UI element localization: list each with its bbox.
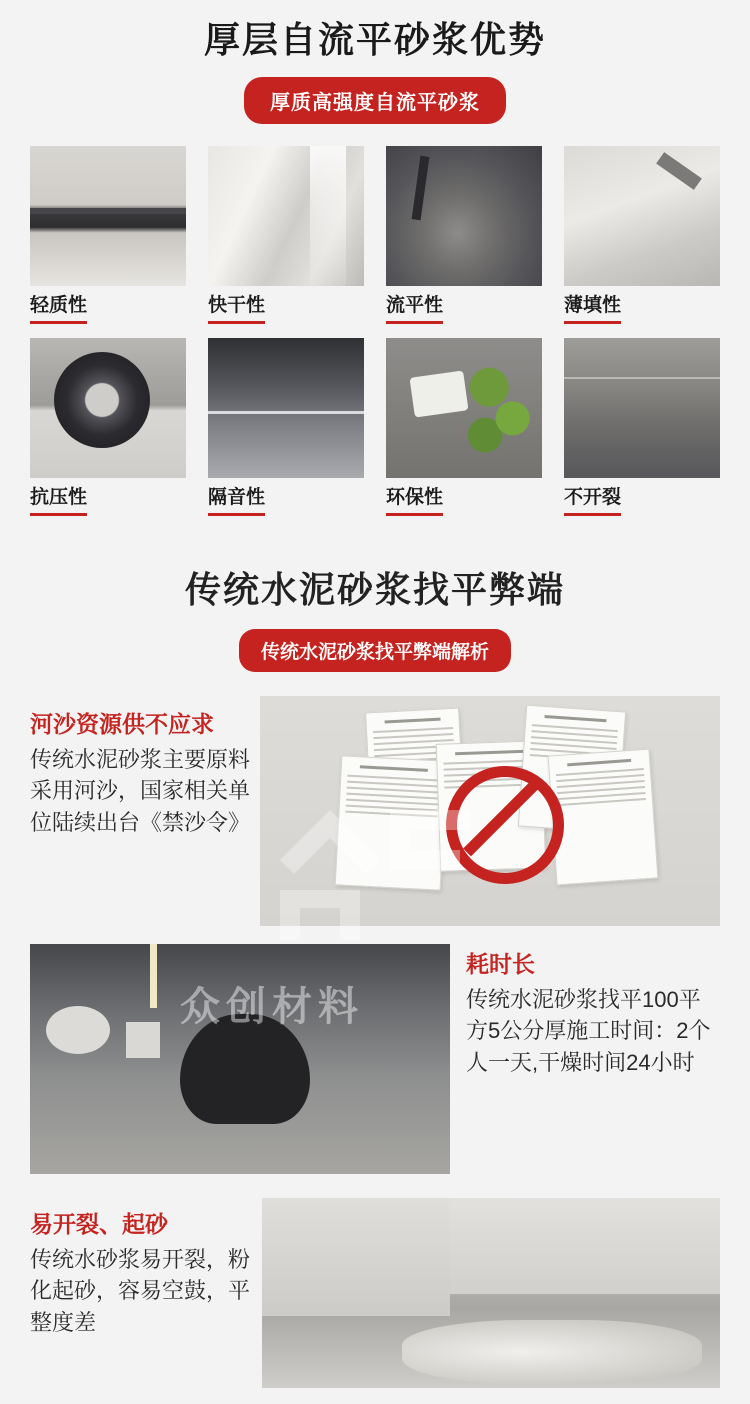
document-sheet — [548, 749, 659, 886]
block-body: 传统水砂浆易开裂，粉化起砂，容易空鼓，平整度差 — [30, 1247, 251, 1335]
disadvantage-block-sand-shortage — [30, 696, 720, 926]
feature-item — [208, 338, 364, 524]
worker-leveling-photo — [30, 944, 450, 1174]
feature-caption-row — [564, 286, 720, 332]
disadvantage-block-cracking — [30, 1198, 720, 1388]
worker-figure — [180, 1014, 310, 1124]
eco-friendly-photo — [386, 338, 542, 478]
block-text-column — [450, 944, 718, 1078]
block-heading: 河沙资源供不应求 — [30, 711, 214, 738]
document-line — [455, 750, 523, 755]
feature-label: 轻质性 — [30, 286, 87, 324]
feature-label: 薄填性 — [564, 286, 621, 324]
feature-label: 快干性 — [208, 286, 265, 324]
compression-resistance-photo — [30, 338, 186, 478]
feature-caption-row — [208, 478, 364, 524]
feature-caption-row — [564, 478, 720, 524]
feature-grid — [30, 146, 720, 524]
feature-item — [386, 338, 542, 524]
prohibition-icon — [446, 766, 564, 884]
lightweight-photo — [30, 146, 186, 286]
document-line — [385, 718, 441, 724]
document-line — [567, 759, 631, 766]
document-line — [544, 715, 606, 722]
document-line — [345, 811, 437, 818]
feature-label: 抗压性 — [30, 478, 87, 516]
feature-caption-row — [208, 286, 364, 332]
wall-left — [262, 1198, 450, 1316]
section-title: 传统水泥砂浆找平弊端 — [184, 569, 565, 611]
feature-item — [386, 146, 542, 332]
feature-caption-row — [30, 286, 186, 332]
thin-fill-photo — [564, 146, 720, 286]
disadvantage-block-time-consuming — [30, 944, 720, 1174]
document-line — [558, 798, 646, 806]
feature-caption-row — [386, 286, 542, 332]
floor-patch — [402, 1320, 702, 1384]
wall-right — [450, 1198, 720, 1294]
fast-dry-photo — [208, 146, 364, 286]
document-line — [373, 733, 453, 739]
document-sheet — [335, 756, 448, 891]
advantages-section — [0, 0, 750, 524]
advantages-badge-wrap — [0, 77, 750, 124]
document-line — [373, 727, 453, 733]
block-text-column — [30, 696, 260, 838]
feature-caption-row — [386, 478, 542, 524]
watermark-text: 众创材料 — [180, 985, 364, 1029]
block-body: 传统水泥砂浆主要原料采用河沙，国家相关单位陆续出台《禁沙令》 — [30, 747, 251, 835]
advantages-badge: 厚质高强度自流平砂浆 — [244, 77, 506, 124]
feature-item — [30, 338, 186, 524]
documents-ban-photo — [260, 696, 720, 926]
feature-item — [208, 146, 364, 332]
feature-label: 环保性 — [386, 478, 443, 516]
feature-item — [564, 338, 720, 524]
disadvantages-section — [0, 562, 750, 1388]
page-title: 厚层自流平砂浆优势 — [203, 19, 546, 60]
self-leveling-photo — [386, 146, 542, 286]
feature-label: 隔音性 — [208, 478, 265, 516]
feature-item — [30, 146, 186, 332]
feature-label: 流平性 — [386, 286, 443, 324]
no-crack-photo — [564, 338, 720, 478]
light-strip — [150, 944, 157, 1008]
bucket — [126, 1022, 160, 1058]
cracked-floor-photo — [262, 1198, 720, 1388]
block-text-column — [30, 1198, 262, 1338]
mortar-pile — [46, 1006, 110, 1054]
disadvantages-badge-wrap — [0, 629, 750, 672]
disadvantages-badge: 传统水泥砂浆找平弊端解析 — [239, 629, 511, 672]
block-heading: 易开裂、起砂 — [30, 1211, 168, 1238]
document-line — [360, 765, 428, 772]
sound-insulation-photo — [208, 338, 364, 478]
feature-caption-row — [30, 478, 186, 524]
feature-label: 不开裂 — [564, 478, 621, 516]
block-body: 传统水泥砂浆找平100平方5公分厚施工时间：2个人一天,干燥时间24小时 — [466, 987, 711, 1075]
block-heading: 耗时长 — [466, 951, 535, 978]
feature-item — [564, 146, 720, 332]
